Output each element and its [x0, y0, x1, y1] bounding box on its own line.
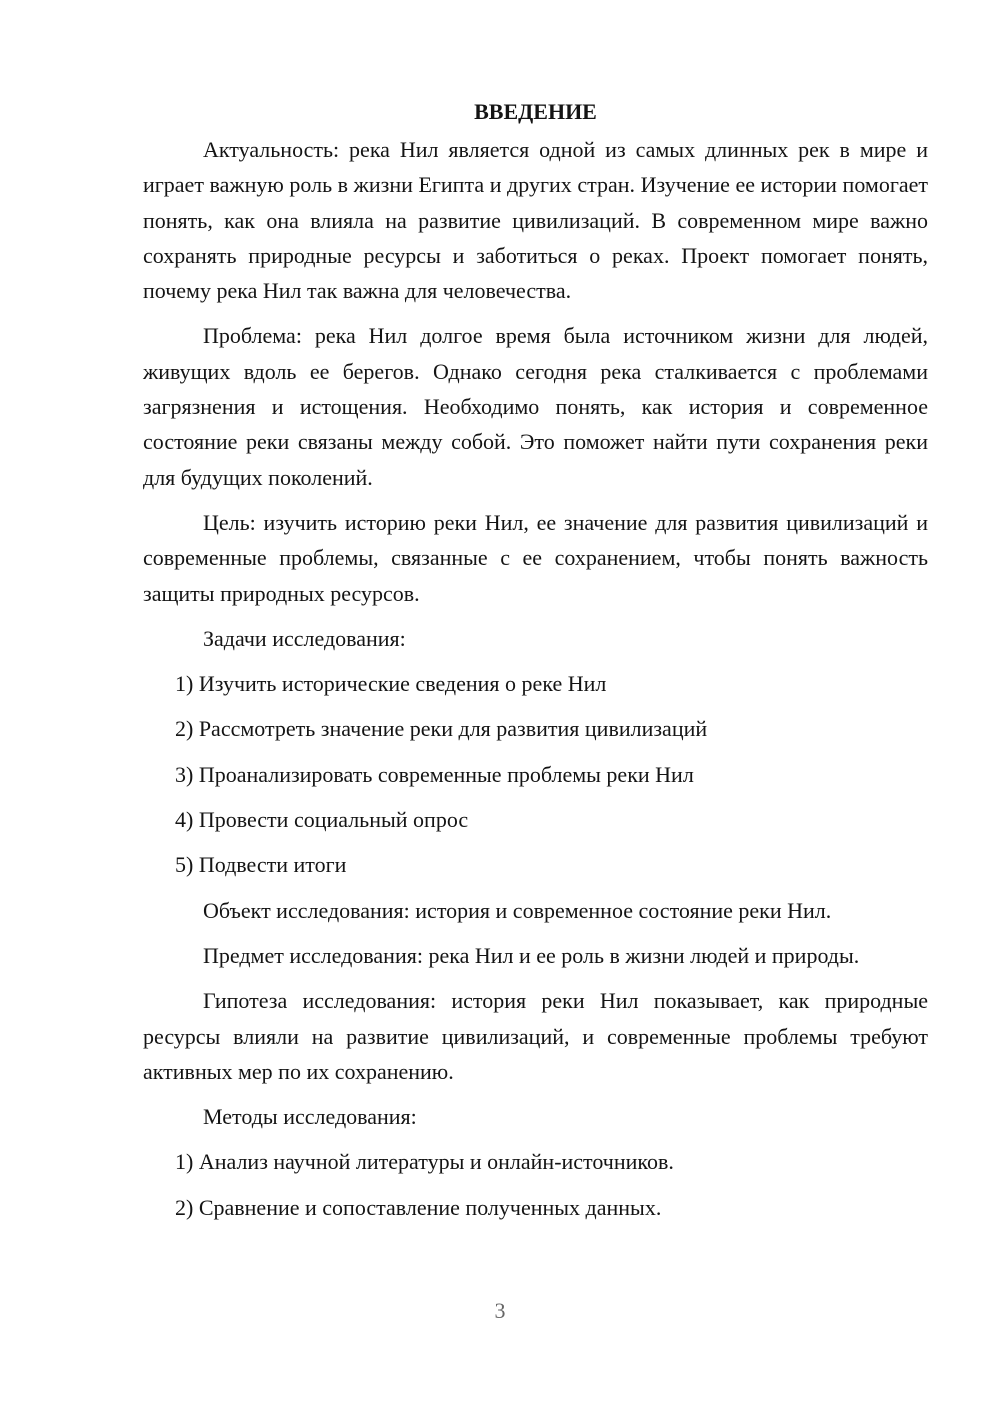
method-item: 2) Сравнение и сопоставление полученных данных.: [175, 1194, 662, 1220]
task-item: 1) Изучить исторические сведения о реке Нил: [175, 671, 607, 697]
page-content: [143, 92, 928, 1235]
methods-heading: Методы исследования:: [203, 1104, 417, 1130]
goal-paragraph: Цель: изучить историю реки Нил, ее значение для развития цивилизаций и современные проблемы, связанные с ее сохранением, чтобы понять важность защиты природных ресурсов.: [143, 509, 928, 606]
relevance-paragraph: Актуальность: река Нил является одной из самых длинных рек в мире и играет важную роль в жизни Египта и других стран. Изучение ее истории помогает понять, как она влияла на развитие цивилизаций. В современном мире важно сохранять природные ресурсы и заботиться о реках. Проект помогает понять, почему река Нил так важна для человечества.: [143, 137, 928, 304]
problem-paragraph: Проблема: река Нил долгое время была источником жизни для людей, живущих вдоль ее берегов. Однако сегодня река сталкивается с проблемами загрязнения и истощения. Необходимо понять, как история и современное состояние реки связаны между собой. Это поможет найти пути сохранения реки для будущих поколений.: [143, 323, 928, 490]
task-item: 4) Провести социальный опрос: [175, 807, 469, 833]
task-item: 3) Проанализировать современные проблемы реки Нил: [175, 761, 694, 787]
hypothesis-paragraph: Гипотеза исследования: история реки Нил показывает, как природные ресурсы влияли на развитие цивилизаций, и современные проблемы требуют активных мер по их сохранению.: [143, 988, 928, 1084]
method-item: 1) Анализ научной литературы и онлайн-источников.: [175, 1149, 674, 1175]
object-paragraph: Объект исследования: история и современное состояние реки Нил.: [203, 897, 832, 923]
task-item: 2) Рассмотреть значение реки для развития цивилизаций: [175, 716, 708, 742]
page-number: 3: [494, 1298, 506, 1323]
section-heading: ВВЕДЕНИЕ: [474, 99, 597, 124]
subject-paragraph: Предмет исследования: река Нил и ее роль в жизни людей и природы.: [203, 942, 860, 968]
tasks-heading: Задачи исследования:: [203, 625, 406, 651]
task-item: 5) Подвести итоги: [175, 852, 347, 878]
